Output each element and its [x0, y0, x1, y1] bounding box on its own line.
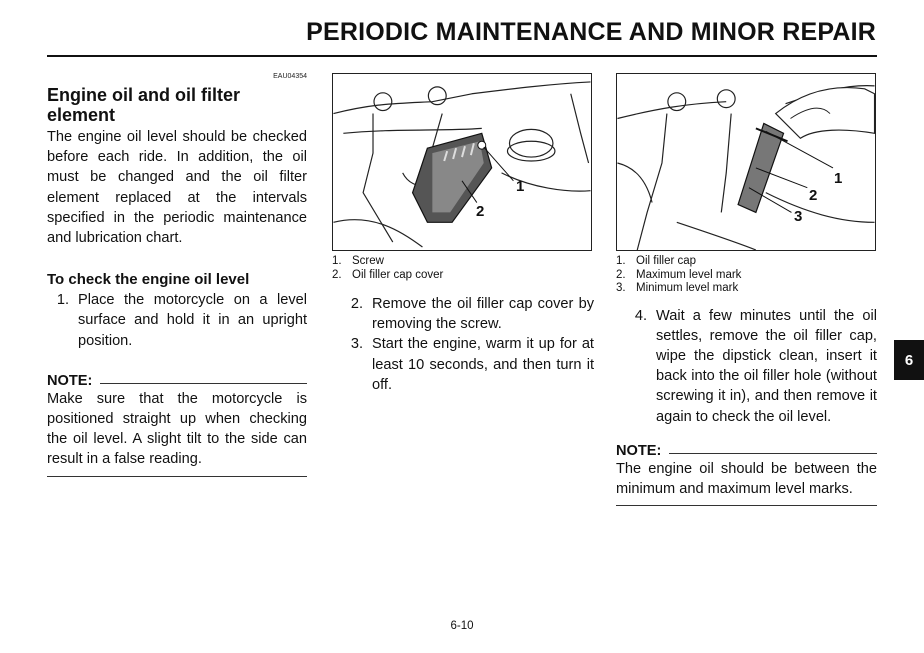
step-1 [47, 290, 307, 351]
callout-2: 2 [809, 187, 818, 204]
note-1-heading [47, 373, 307, 389]
engine-cover-illustration [333, 74, 591, 250]
header-rule [47, 55, 877, 57]
intro-paragraph: The engine oil level should be checked before each ride. In addition, the oil must be changed and the oil filter element replaced at the intervals specified in the periodic maintenance and lubrication chart. [47, 129, 307, 247]
note-label: NOTE: [616, 442, 662, 459]
step-number: 2. [350, 296, 363, 312]
caption-number: 3. [616, 282, 626, 294]
column-left [47, 73, 307, 477]
note-1-text: Make sure that the motorcycle is positioned straight up when checking the oil level. A slight tilt to the side can result in a false reading. [47, 389, 307, 477]
caption-number: 1. [616, 255, 626, 267]
step-number: 1. [56, 292, 69, 309]
caption-item [616, 255, 877, 269]
caption-item [616, 269, 877, 283]
section-title-line2: element [47, 105, 116, 125]
figure-2-caption [616, 255, 877, 296]
step-number: 4. [634, 307, 647, 324]
caption-text: Maximum level mark [636, 268, 742, 281]
step-3 [332, 334, 594, 395]
section-title [47, 85, 307, 125]
note-rule [100, 383, 307, 384]
check-heading: To check the engine oil level [47, 271, 250, 289]
figure-oil-filler-cover [332, 73, 592, 251]
caption-item [332, 269, 594, 283]
caption-text: Screw [352, 255, 384, 267]
step-2 [332, 294, 594, 334]
step-text: Start the engine, warm it up for at least 10 seconds, and then turn it off. [372, 336, 594, 393]
column-right [616, 73, 877, 506]
page-number: 6-10 [450, 620, 474, 632]
caption-number: 2. [332, 268, 342, 281]
caption-number: 2. [616, 268, 626, 281]
section-title-line1: Engine oil and oil filter [47, 85, 241, 105]
figure-1-caption [332, 255, 594, 282]
caption-item [332, 255, 594, 269]
page-header-title: PERIODIC MAINTENANCE AND MINOR REPAIR [306, 18, 876, 46]
callout-1: 1 [834, 170, 843, 187]
step-text: Wait a few minutes until the oil settles, remove the oil filler cap, wipe the dipstick clean, insert it back into the oil filler hole (without screwing it in), and then remove it again to check the oil level. [656, 307, 877, 425]
column-middle [332, 73, 594, 395]
callout-3: 3 [794, 208, 803, 225]
callout-1: 1 [516, 178, 525, 195]
dipstick-illustration [617, 74, 875, 250]
note-label: NOTE: [47, 372, 93, 389]
caption-text: Minimum level mark [636, 282, 739, 294]
caption-text: Oil filler cap cover [352, 268, 444, 281]
callout-2: 2 [476, 203, 485, 220]
step-text: Remove the oil filler cap cover by removing the screw. [372, 296, 594, 333]
step-number: 3. [350, 336, 363, 353]
step-text: Place the motorcycle on a level surface and hold it in an upright position. [78, 292, 307, 349]
figure-oil-dipstick [616, 73, 876, 251]
section-code: EAU04354 [273, 73, 307, 80]
note-2-heading [616, 443, 877, 459]
caption-text: Oil filler cap [636, 255, 697, 267]
note-2-text: The engine oil should be between the minimum and maximum level marks. [616, 459, 877, 506]
caption-item [616, 282, 877, 296]
note-rule [669, 453, 877, 454]
chapter-tab: 6 [894, 340, 924, 380]
caption-number: 1. [332, 255, 342, 267]
step-4 [616, 306, 877, 427]
